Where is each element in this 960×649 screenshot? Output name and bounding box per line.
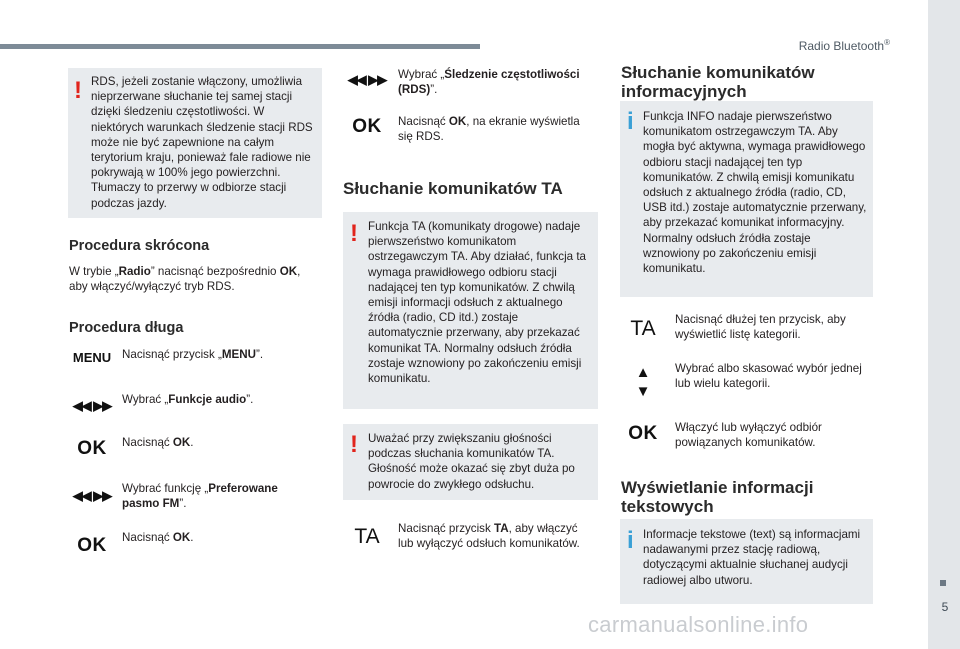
ta-button-icon: TA <box>354 525 380 548</box>
watermark: carmanualsonline.info <box>588 612 809 637</box>
ok-button-icon: OK <box>77 438 107 459</box>
note-ta-text: Funkcja TA (komunikaty drogowe) nadaje pierwszeństwo komunikatom ostrzegawczym TA. Aby działać, funkcja ta wymaga prawidłowego odbioru stacji nadającej ten typ komunikatów. Z chwilą emisji informacji odsłuch z aktualnego źródła (radio, CD itd.) zostaje automatycznie przerwany, aby przekazać komunikat TA. Normalny odsłuch źródła zostaje wznowiony po zakończeniu emisji komunikatu. <box>368 220 587 386</box>
ok-button-icon: OK <box>77 535 107 556</box>
step-ok-text: Nacisnąć OK. <box>122 531 194 544</box>
arrow-down-icon: ▼ <box>635 383 651 400</box>
arrows-left-right-icon: ◀◀ ▶▶ <box>347 72 387 87</box>
page-number: 5 <box>941 600 949 614</box>
arrows-up-down-icon <box>617 363 669 401</box>
short-procedure-heading: Procedura skrócona <box>69 238 210 254</box>
step-rds-tracking-text: Wybrać „Śledzenie częstotliwości (RDS)”. <box>398 68 580 96</box>
arrow-up-icon: ▲ <box>635 364 651 381</box>
step-toggle-messages-text: Włączyć lub wyłączyć odbiór powiązanych komunikatów. <box>675 421 822 449</box>
arrows-left-right-icon: ◀◀ ▶▶ <box>72 398 112 413</box>
right-margin-band <box>928 0 960 649</box>
warning-icon: ! <box>74 77 82 104</box>
step-menu-text: Nacisnąć przycisk „MENU”. <box>122 348 264 361</box>
step-ok-text: Nacisnąć OK. <box>122 436 194 449</box>
page-marker <box>940 580 946 586</box>
note-info-text: Funkcja INFO nadaje pierwszeństwo komunikatom ostrzegawczym TA. Aby mogła być aktywna, wymaga prawidłowego odbioru stacji nadającej ten typ komunikatów. Z chwilą emisji komunikatu odsłuch z aktualnego źródła (radio, CD, USB itd.) zostaje automatycznie przerwany, aby przekazać komunikat informacyjny. Normalny odsłuch źródła zostaje wznowiony po zakończeniu emisji komunikatu. <box>643 110 867 276</box>
short-procedure-text: W trybie „Radio” nacisnąć bezpośrednio OK, aby włączyć/wyłączyć tryb RDS. <box>69 265 301 293</box>
step-ta-text: Nacisnąć przycisk TA, aby włączyć lub wyłączyć odsłuch komunikatów. <box>398 522 580 550</box>
text-info-heading: Wyświetlanie informacji tekstowych <box>621 478 814 516</box>
step-select-category-text: Wybrać albo skasować wybór jednej lub wielu kategorii. <box>675 362 862 390</box>
info-heading: Słuchanie komunikatów informacyjnych <box>621 63 815 101</box>
arrows-left-right-icon: ◀◀ ▶▶ <box>72 488 112 503</box>
ta-button-icon: TA <box>630 317 656 340</box>
page-header: Radio Bluetooth® <box>798 38 890 53</box>
warning-icon: ! <box>350 431 358 458</box>
menu-button-icon: MENU <box>72 350 112 365</box>
note-text-text: Informacje tekstowe (text) są informacjami nadawanymi przez stację radiową, dotyczącymi aktualnie słuchanej audycji radiowej albo utworu. <box>643 528 861 587</box>
info-icon: i <box>627 108 634 135</box>
ok-button-icon: OK <box>352 116 382 137</box>
step-ok-rds-text: Nacisnąć OK, na ekranie wyświetla się RDS. <box>398 115 580 143</box>
ta-heading: Słuchanie komunikatów TA <box>343 179 563 198</box>
long-procedure-heading: Procedura długa <box>69 320 184 336</box>
warning-icon: ! <box>350 220 358 247</box>
top-rule <box>0 44 480 49</box>
step-category-list-text: Nacisnąć dłużej ten przycisk, aby wyświetlić listę kategorii. <box>675 313 846 341</box>
step-audio-functions-text: Wybrać „Funkcje audio”. <box>122 393 254 406</box>
step-fm-band-text: Wybrać funkcję „Preferowane pasmo FM”. <box>122 482 278 510</box>
note-rds-text: RDS, jeżeli zostanie włączony, umożliwia nieprzerwane słuchanie tej samej stacji dzięki śledzeniu częstotliwości. W niektórych warunkach śledzenie stacji RDS może nie być zapewnione na całym terytorium kraju, ponieważ fale radiowe nie pokrywają w 100% jego powierzchni. Tłumaczy to przerwy w odbiorze stacji podczas jazdy. <box>91 75 313 210</box>
note-volume-text: Uważać przy zwiększaniu głośności podczas słuchania komunikatów TA. Głośność może okazać się zbyt duża po powrocie do zwykłego odsłuchu. <box>368 432 575 491</box>
ok-button-icon: OK <box>628 423 658 444</box>
info-icon: i <box>627 527 634 554</box>
